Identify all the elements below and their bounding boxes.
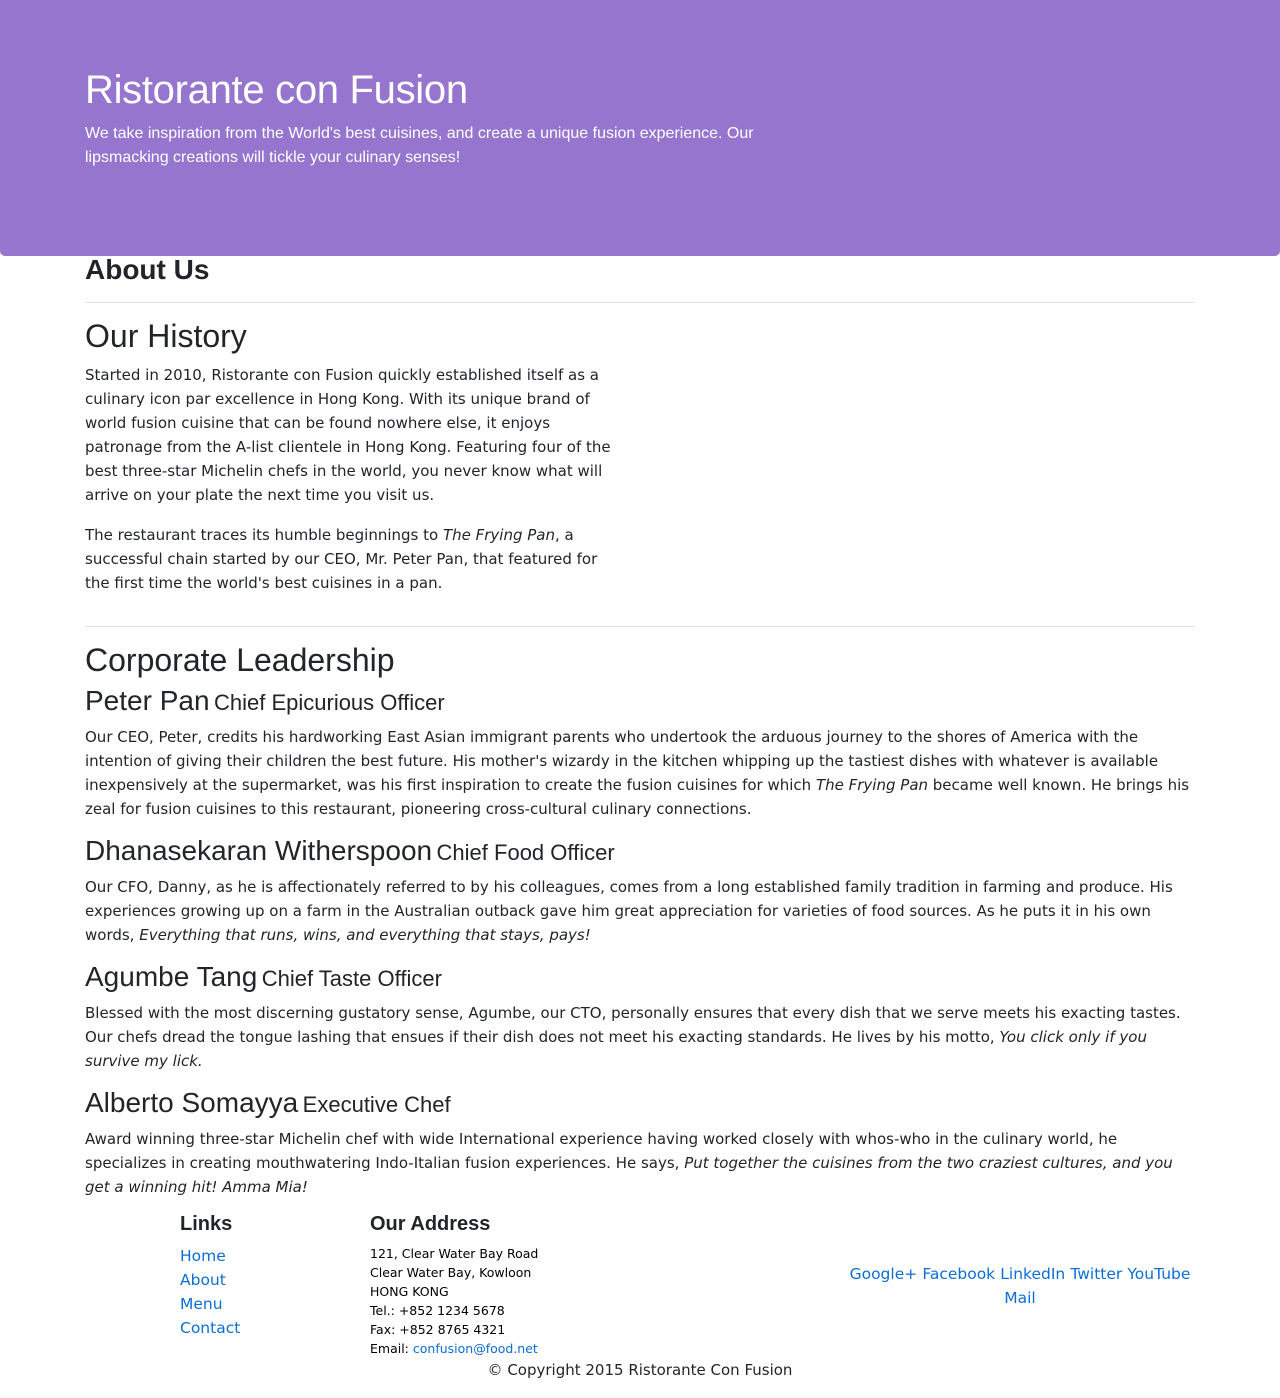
leader-description — [85, 1127, 1195, 1199]
footer-address-heading: Our Address — [370, 1213, 491, 1235]
leader-desc-text: Award winning three-star Michelin chef with wide International experience having worked closely with whos-who in the culinary world, he specializes in creating mouthwatering Indo-Italian fusion experiences. He says, — [85, 1130, 1118, 1172]
footer-link-home[interactable]: Home — [180, 1247, 226, 1265]
leader-desc-emphasis: The Frying Pan — [815, 776, 929, 794]
jumbotron-header — [0, 0, 1280, 256]
leader-designation: Executive Chef — [302, 1092, 451, 1117]
history-paragraph-2 — [85, 523, 620, 595]
leader-desc-emphasis: Everything that runs, wins, and everything that stays, pays! — [139, 926, 591, 944]
site-tagline: We take inspiration from the World's best cuisines, and create a unique fusion experience. Our lipsmacking creations will tickle your culinary senses! — [85, 125, 754, 166]
site-title: Ristorante con Fusion — [85, 68, 468, 112]
leadership-heading: Corporate Leadership — [85, 642, 395, 678]
leader-description — [85, 875, 1195, 947]
history-paragraph-1: Started in 2010, Ristorante con Fusion quickly established itself as a culinary icon par excellence in Hong Kong. With its unique brand of world fusion cuisine that can be found nowhere else, it enjoys patronage from the A-list clientele in Hong Kong. Featuring four of the best three-star Michelin chefs in the world, you never know what will arrive on your plate the next time you visit us. — [85, 366, 611, 504]
list-item — [180, 1316, 240, 1340]
address-line: HONG KONG — [370, 1284, 449, 1299]
email-line — [370, 1339, 538, 1358]
history-text: The restaurant traces its humble beginnings to — [85, 526, 443, 544]
leader-name: Agumbe Tang — [85, 961, 258, 992]
social-links — [845, 1262, 1195, 1310]
email-link[interactable]: confusion@food.net — [412, 1341, 538, 1356]
leader-description — [85, 1001, 1195, 1073]
google-plus-link[interactable]: Google+ — [849, 1265, 918, 1283]
leader-heading — [85, 835, 615, 867]
leader-designation: Chief Food Officer — [436, 840, 615, 865]
youtube-link[interactable]: YouTube — [1127, 1265, 1191, 1283]
footer-link-menu[interactable]: Menu — [180, 1295, 223, 1313]
leader-desc-text: Blessed with the most discerning gustatory sense, Agumbe, our CTO, personally ensures that every dish that we serve meets his exacting tastes. Our chefs dread the tongue lashing that ensues if their dish does not meet his exacting standards. He lives by his motto, — [85, 1004, 1181, 1046]
footer-links-heading: Links — [180, 1213, 233, 1235]
linkedin-link[interactable]: LinkedIn — [1000, 1265, 1066, 1283]
leader-heading — [85, 961, 442, 993]
list-item — [180, 1244, 240, 1268]
leader-desc-text: became well known. He brings his zeal for fusion cuisines to this restaurant, pioneering cross-cultural culinary connections. — [85, 776, 1190, 818]
page-title: About Us — [85, 254, 210, 285]
footer-link-about[interactable]: About — [180, 1271, 226, 1289]
copyright-text: © Copyright 2015 Ristorante Con Fusion — [487, 1361, 793, 1379]
history-emphasis: The Frying Pan — [442, 526, 555, 544]
phone-line: Tel.: +852 1234 5678 — [370, 1303, 505, 1318]
history-heading: Our History — [85, 318, 247, 354]
history-text: , a successful chain started by our CEO, Mr. Peter Pan, that featured for the first time the world's best cuisines in a pan. — [85, 526, 598, 592]
leader-name: Dhanasekaran Witherspoon — [85, 835, 433, 866]
fax-line: Fax: +852 8765 4321 — [370, 1322, 506, 1337]
leader-designation: Chief Taste Officer — [261, 966, 442, 991]
list-item — [180, 1268, 240, 1292]
leader-desc-emphasis: You click only if you survive my lick. — [85, 1028, 1147, 1070]
facebook-link[interactable]: Facebook — [922, 1265, 996, 1283]
leader-name: Peter Pan — [85, 685, 210, 716]
leader-description — [85, 725, 1195, 821]
divider — [85, 626, 1195, 627]
leader-heading — [85, 685, 445, 717]
footer-link-contact[interactable]: Contact — [180, 1319, 241, 1337]
footer-links-list — [180, 1244, 240, 1340]
address-block — [370, 1244, 538, 1358]
address-line: Clear Water Bay, Kowloon — [370, 1265, 532, 1280]
leader-desc-text: Our CFO, Danny, as he is affectionately referred to by his colleagues, comes from a long established family tradition in farming and produce. His experiences growing up on a farm in the Australian outback gave him great appreciation for varieties of food sources. As he puts it in his own words, — [85, 878, 1173, 944]
twitter-link[interactable]: Twitter — [1070, 1265, 1123, 1283]
divider — [85, 302, 1195, 303]
leader-desc-emphasis: Put together the cuisines from the two craziest cultures, and you get a winning hit! Amma Mia! — [85, 1154, 1173, 1196]
mail-link[interactable]: Mail — [1004, 1289, 1036, 1307]
address-line: 121, Clear Water Bay Road — [370, 1246, 539, 1261]
leader-heading — [85, 1087, 451, 1119]
leader-name: Alberto Somayya — [85, 1087, 299, 1118]
leader-desc-text: Our CEO, Peter, credits his hardworking East Asian immigrant parents who undertook the arduous journey to the shores of America with the intention of giving their children the best future. His mother's wizardy in the kitchen whipping up the tastiest dishes with whatever is available inexpensively at the supermarket, was his first inspiration to create the fusion cuisines for which — [85, 728, 1159, 794]
list-item — [180, 1292, 240, 1316]
leader-designation: Chief Epicurious Officer — [213, 690, 445, 715]
email-label: Email: — [370, 1341, 413, 1356]
